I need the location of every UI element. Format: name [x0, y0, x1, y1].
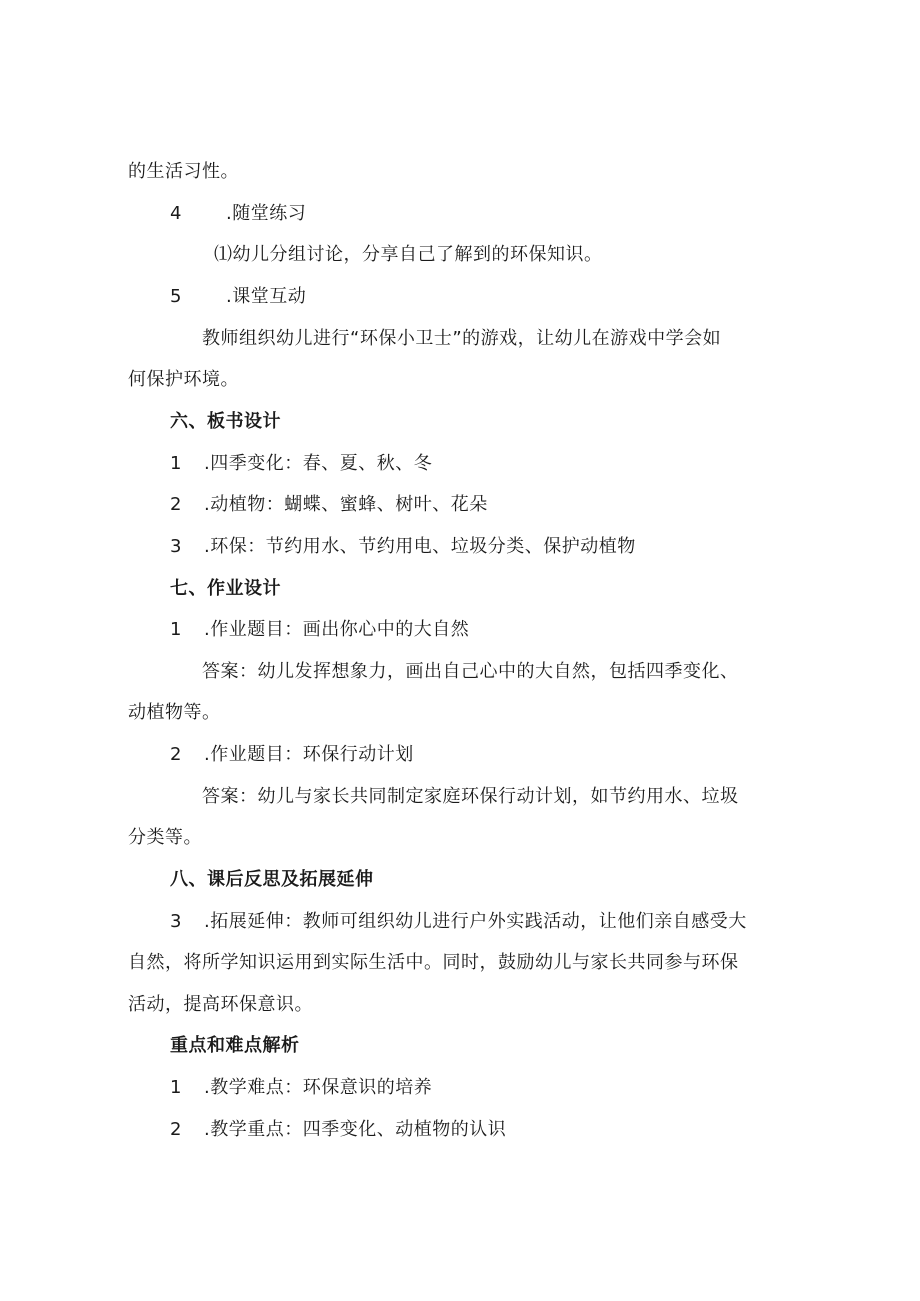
heading-text: 八、课后反思及拓展延伸: [170, 869, 374, 890]
item-number: 1: [170, 1077, 182, 1098]
paragraph-line: [128, 368, 239, 392]
item-text: .教学重点：四季变化、动植物的认识: [204, 1119, 507, 1140]
text: 答案：幼儿发挥想象力，画出自己心中的大自然，包括四季变化、: [202, 661, 739, 682]
text: 何保护环境。: [128, 369, 239, 390]
item-text: .四季变化：春、夏、秋、冬: [204, 453, 433, 474]
item-number: 2: [170, 494, 182, 515]
text: 动植物等。: [128, 702, 221, 723]
heading-text: 重点和难点解析: [170, 1035, 300, 1056]
item-number: 2: [170, 744, 182, 765]
item-text: .教学难点：环保意识的培养: [204, 1077, 433, 1098]
heading-text: 六、板书设计: [170, 411, 281, 432]
section-heading-8: [170, 868, 374, 892]
item-number: 4: [170, 203, 182, 224]
text: 自然，将所学知识运用到实际生活中。同时，鼓励幼儿与家长共同参与环保: [128, 952, 739, 973]
item-number: 1: [170, 453, 182, 474]
sub-item: [214, 243, 603, 267]
item-text: .课堂互动: [226, 286, 307, 307]
paragraph-line: [128, 701, 221, 725]
paragraph-line: [128, 160, 239, 184]
paragraph-line: [202, 660, 739, 684]
item-text: .拓展延伸：教师可组织幼儿进行户外实践活动，让他们亲自感受大: [204, 911, 747, 932]
paragraph-line: [128, 826, 202, 850]
item-number: 2: [170, 1119, 182, 1140]
section-heading-key-points: [170, 1034, 300, 1058]
list-item: [170, 493, 488, 517]
list-item: [170, 743, 414, 767]
heading-text: 七、作业设计: [170, 578, 281, 599]
item-number: 3: [170, 911, 182, 932]
item-text: .环保：节约用水、节约用电、垃圾分类、保护动植物: [204, 536, 636, 557]
section-heading-7: [170, 577, 281, 601]
text: 教师组织幼儿进行“环保小卫士”的游戏，让幼儿在游戏中学会如: [202, 328, 722, 349]
item-text: .作业题目：画出你心中的大自然: [204, 619, 470, 640]
item-number: 3: [170, 536, 182, 557]
item-text: .随堂练习: [226, 203, 307, 224]
section-heading-6: [170, 410, 281, 434]
list-item-practice: [170, 202, 306, 226]
list-item-interaction: [170, 285, 306, 309]
item-text: .作业题目：环保行动计划: [204, 744, 414, 765]
paragraph-line: [202, 327, 721, 351]
list-item: [170, 1076, 432, 1100]
list-item: [170, 452, 432, 476]
list-item: [170, 910, 747, 934]
paragraph-line: [128, 993, 313, 1017]
item-number: 5: [170, 286, 182, 307]
text: 活动，提高环保意识。: [128, 994, 313, 1015]
item-number: 1: [170, 619, 182, 640]
text: ⑴幼儿分组讨论，分享自己了解到的环保知识。: [214, 244, 603, 265]
list-item: [170, 1118, 506, 1142]
paragraph-line: [128, 951, 739, 975]
text: 的生活习性。: [128, 161, 239, 182]
list-item: [170, 535, 636, 559]
paragraph-line: [202, 785, 739, 809]
item-text: .动植物：蝴蝶、蜜蜂、树叶、花朵: [204, 494, 488, 515]
text: 答案：幼儿与家长共同制定家庭环保行动计划，如节约用水、垃圾: [202, 786, 739, 807]
text: 分类等。: [128, 827, 202, 848]
list-item: [170, 618, 469, 642]
